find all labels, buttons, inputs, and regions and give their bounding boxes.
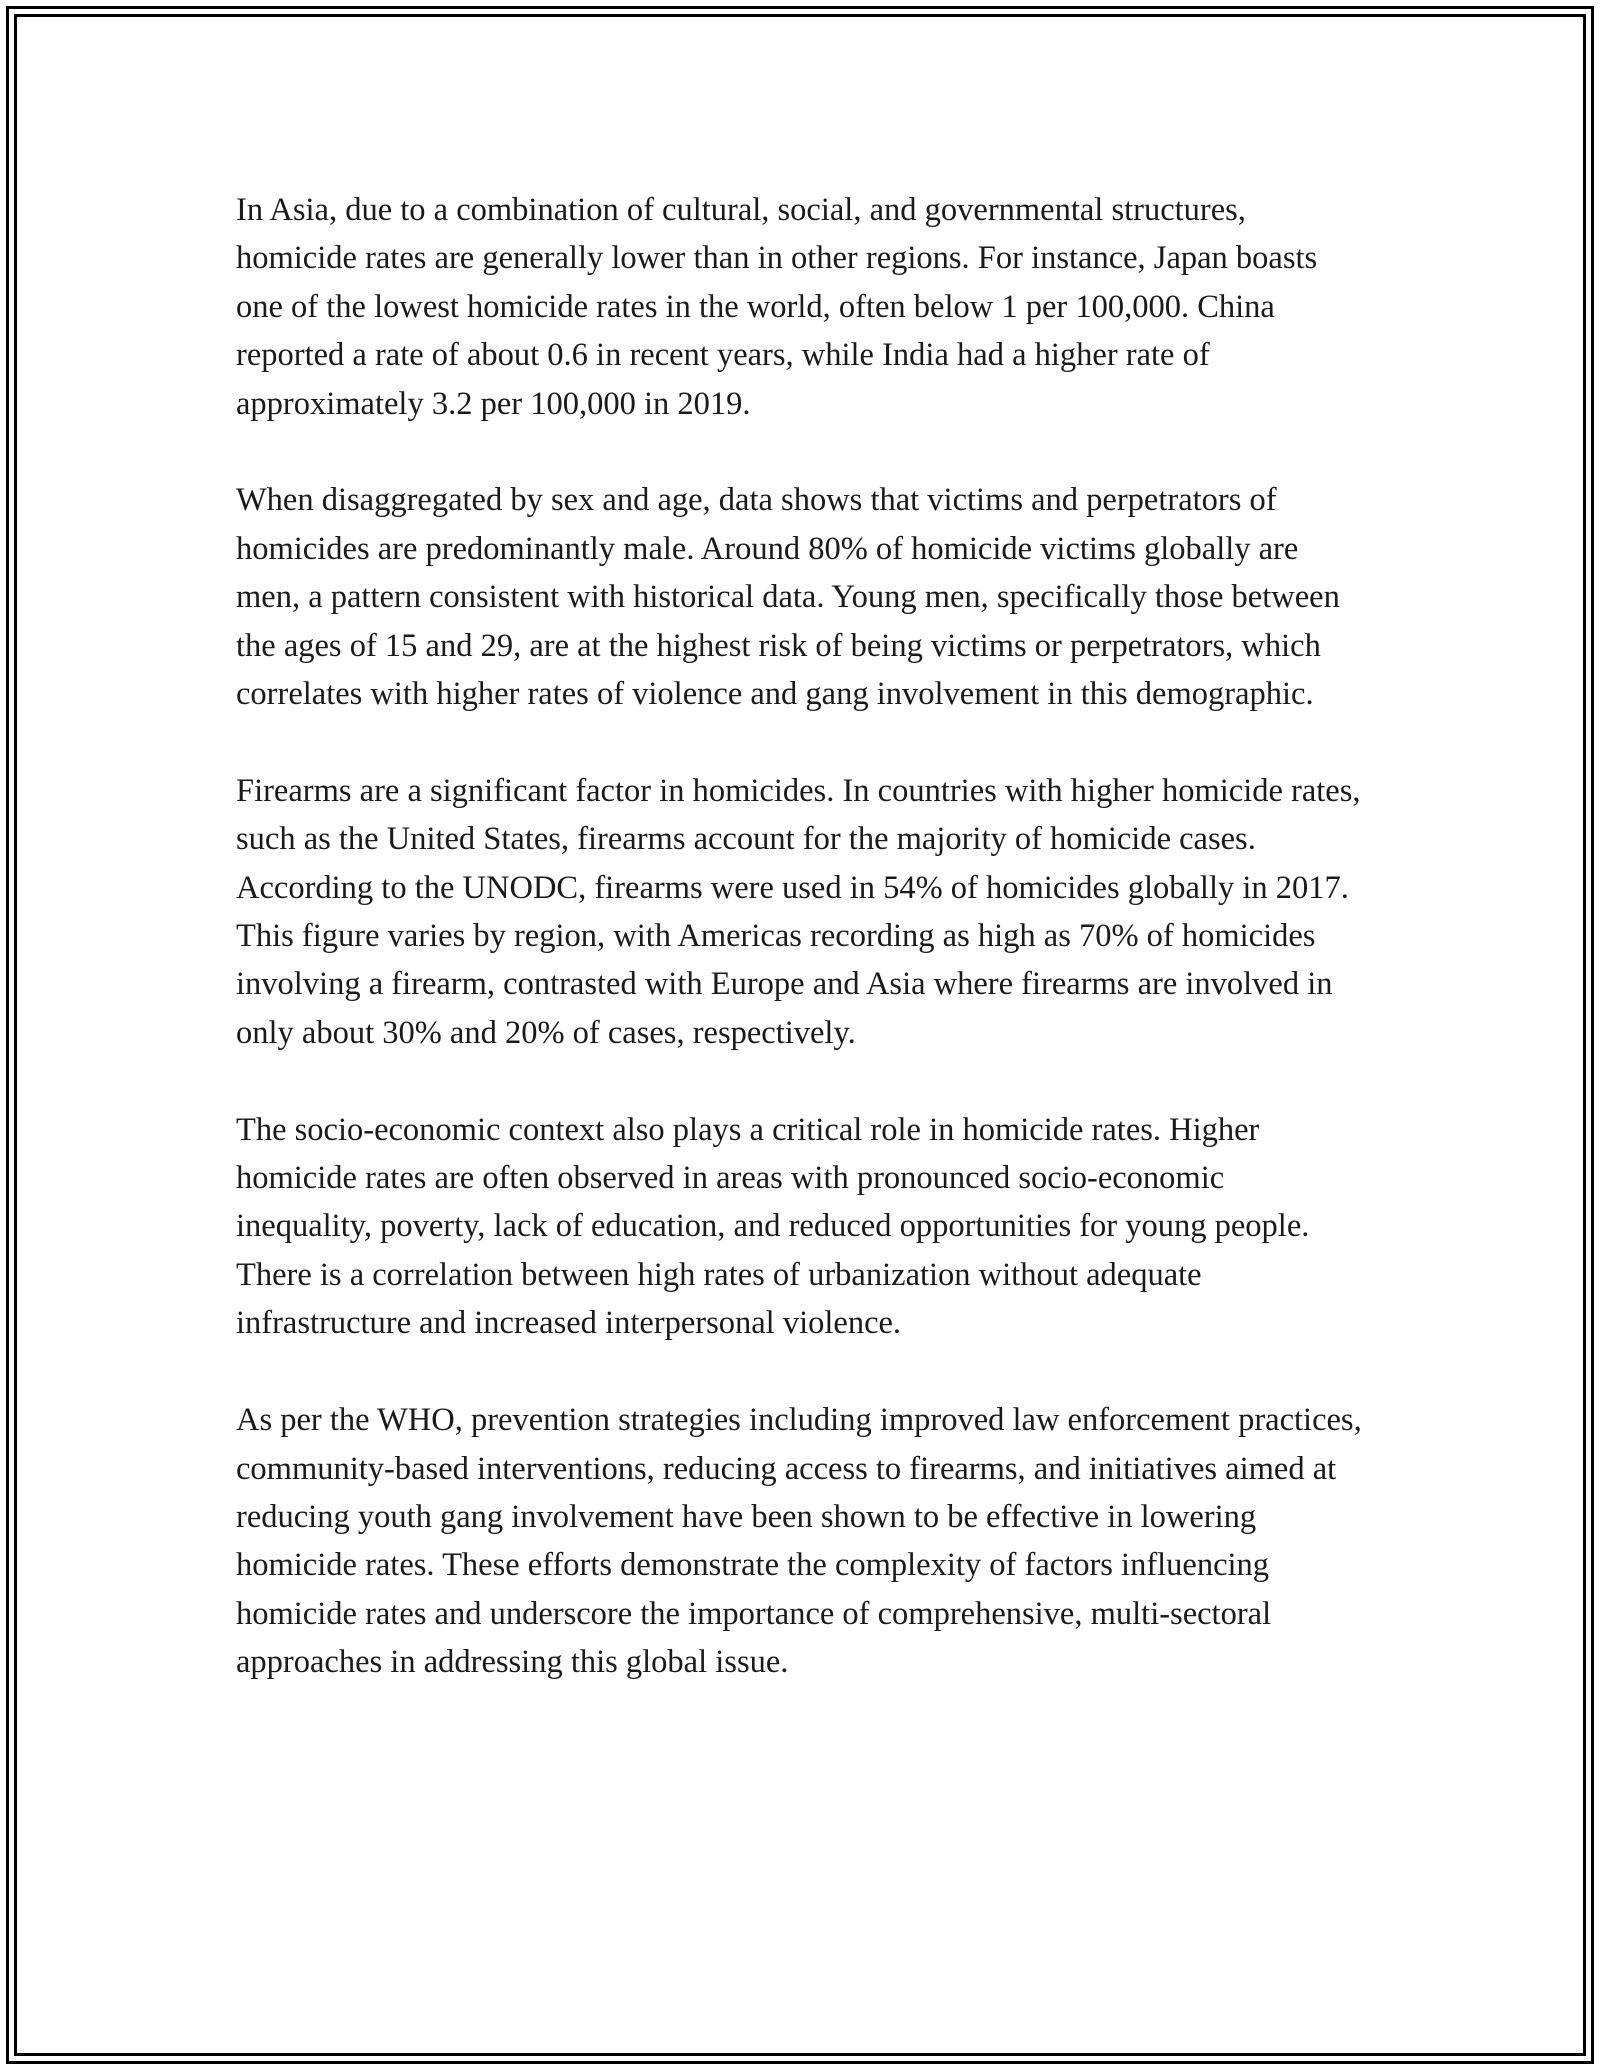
paragraph-prevention-strategies: As per the WHO, prevention strategies including improved law enforcement practices, community-based interventions, reducing access to firearms, and initiatives aimed at reducing youth gang involvement have been shown to be effective in lowering homicide rates. These efforts demonstrate the complexity of factors influencing homicide rates and underscore the importance of comprehensive, multi-sectoral approaches in addressing this global issue. [236, 1402, 1362, 1681]
paragraph-socio-economic-context: The socio-economic context also plays a critical role in homicide rates. Higher homicide rates are often observed in areas with pronounced socio-economic inequality, poverty, lack of education, and reduced opportunities for young people. There is a correlation between high rates of urbanization without adequate infrastructure and increased interpersonal violence. [236, 1111, 1310, 1342]
paragraph-asia-homicide-rates: In Asia, due to a combination of cultural, social, and governmental structures, homicide rates are generally lower than in other regions. For instance, Japan boasts one of the lowest homicide rates in the world, often below 1 per 100,000. China reported a rate of about 0.6 in recent years, while India had a higher rate of approximately 3.2 per 100,000 in 2019. [236, 192, 1318, 422]
paragraph-sex-and-age: When disaggregated by sex and age, data shows that victims and perpetrators of homicides are predominantly male. Around 80% of homicide victims globally are men, a pattern consistent with historical data. Young men, specifically those between the ages of 15 and 29, are at the highest risk of being victims or perpetrators, which correlates with higher rates of violence and gang involvement in this demographic. [236, 482, 1340, 713]
document-body [236, 186, 1366, 1687]
paragraph-firearms: Firearms are a significant factor in homicides. In countries with higher homicide rates, such as the United States, firearms account for the majority of homicide cases. According to the UNODC, firearms were used in 54% of homicides globally in 2017. This figure varies by region, with Americas recording as high as 70% of homicides involving a firearm, contrasted with Europe and Asia where firearms are involved in only about 30% and 20% of cases, respectively. [236, 772, 1361, 1051]
